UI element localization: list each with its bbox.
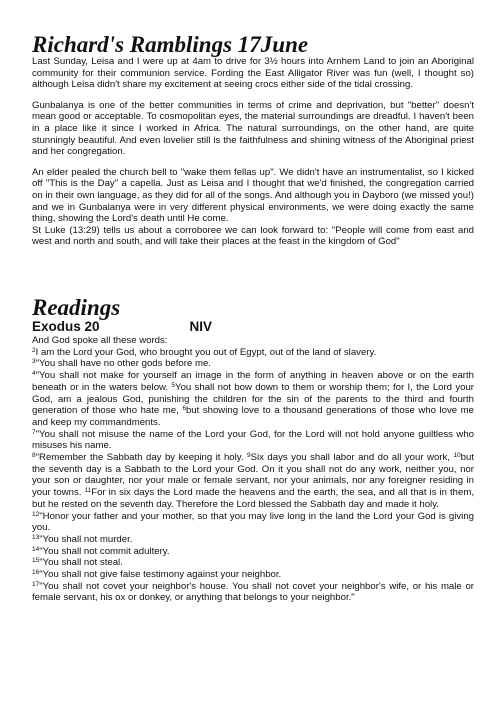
verse-text: For in six days the Lord made the heavens and the earth, the sea, and all that is in them, but he rested on the seventh day. Therefore the Lord blessed the Sabbath day and made it holy. [32,487,474,510]
verse-text: "You shall have no other gods before me. [35,358,211,370]
ramblings-paragraph-3: An elder pealed the church bell to "wake them fellas up". We didn't have an instrumentalist, so I kicked off "This is the Day" a capella. Just as Leisa and I thought that we'd finished, the congregation carried on in their own language, as they did for all of the songs. And although you in Dayboro (we missed you!) and we in Gunbalanya were in very different physical environments, we were doing exactly the same thing, showing the Lord's death until He come. [32,166,474,225]
verse-13 [32,534,474,546]
verse-text: "You shall not give false testimony against your neighbor. [39,569,282,581]
verse-14 [32,546,474,558]
verse-number: 10 [453,452,461,460]
verse-text: I am the Lord your God, who brought you out of Egypt, out of the land of slavery. [35,346,377,358]
verse-3 [32,358,474,370]
verse-text: "Honor your father and your mother, so that you may live long in the land the Lord your God is giving you. [32,510,474,534]
verse-17 [32,581,474,604]
verse-16 [32,569,474,581]
verse-number: 5 [171,381,176,389]
verse-15 [32,557,474,569]
verse-text: Six days you shall labor and do all your work, [250,452,454,464]
reading-book: Exodus 20 [32,319,100,334]
verse-number: 17 [32,580,40,588]
verse-text: "You shall not murder. [39,533,133,545]
verse-number: 16 [32,569,40,577]
verse-number: 12 [32,510,40,518]
verse-12 [32,511,474,534]
verse-2 [32,347,474,359]
verse-number: 7 [32,428,36,436]
verse-text: "You shall not steal. [39,557,123,569]
verse-text: "You shall not covet your neighbor's house. You shall not covet your neighbor's wife, or his male or female servant, his ox or donkey, or anything that belongs to your neighbor." [32,580,474,604]
ramblings-paragraph-1: Last Sunday, Leisa and I were up at 4am to drive for 3½ hours into Arnhem Land to join an Aboriginal community for their communion service. Fording the East Alligator River was fun (well, I thought so) although Leisa didn't share my excitement at seeing crocs either side of the tidal crossing. [32,56,474,91]
verse-number: 2 [32,346,36,354]
ramblings-paragraph-2: Gunbalanya is one of the better communities in terms of crime and deprivation, but "better" doesn't mean good or acceptable. To cosmopolitan eyes, the material surroundings are dreadful. I haven't been in a place like it since I worked in Africa. The natural surroundings, on the other hand, are quite stunningly beautiful. And even lovelier still is the faithfulness and shining witness of the Aboriginal priest and her congregation. [32,99,474,158]
verse-number: 15 [32,557,40,565]
ramblings-section [32,56,474,248]
readings-heading: Readings [32,295,121,320]
verse-text: "You shall not misuse the name of the Lord your God, for the Lord will not hold anyone guiltless who misuses his name. [32,428,474,452]
reading-reference [32,320,474,334]
ramblings-paragraph-4: St Luke (13:29) tells us about a corroboree we can look forward to: "People will come from east and west and north and south, and will take their places at the feast in the kingdom of God" [32,224,474,248]
verse-text: You shall not bow down to them or worship them; for I, the Lord your God, am a jealous God, punishing the children for the sin of the parents to the third and fourth generation of those who hate me, [32,381,475,417]
reading-intro: And God spoke all these words: [32,335,168,346]
verse-number: 4 [32,370,36,378]
reading-version: NIV [189,319,213,334]
verse-text: "You shall not commit adultery. [39,545,170,557]
verse-text: but the seventh day is a Sabbath to the Lord your God. On it you shall not do any work, neither you, nor your son or daughter, nor your male or female servant, nor your animals, nor any foreigner residing in your towns. [32,452,474,499]
verse-text: "Remember the Sabbath day by keeping it holy. [35,452,247,464]
verse-number: 14 [32,545,40,553]
verse-number: 6 [182,405,186,413]
verse-number: 13 [32,533,40,541]
verse-7 [32,429,474,452]
verse-text: "You shall not make for yourself an image in the form of anything in heaven above or on the earth beneath or in the waters below. [32,370,474,393]
verse-4-6 [32,370,474,429]
ramblings-heading: Richard's Ramblings 17June [32,32,309,57]
readings-section [32,320,474,604]
verse-number: 3 [32,358,36,366]
verse-text: but showing love to a thousand generations of those who love me and keep my commandments. [32,405,474,428]
verse-number: 8 [32,452,36,460]
verse-8-11 [32,452,474,511]
verse-number: 11 [84,487,92,495]
verse-number: 9 [246,452,251,460]
